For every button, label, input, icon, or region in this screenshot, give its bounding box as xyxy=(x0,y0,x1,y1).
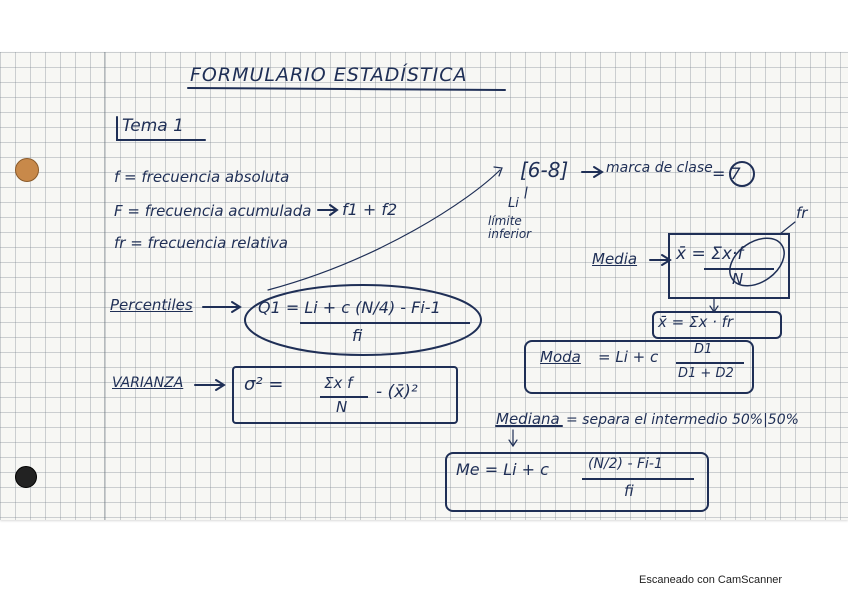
moda-label: Moda xyxy=(540,348,581,366)
media-alt-formula: x̄ = Σx · fr xyxy=(658,313,734,331)
mediana-formula: Me = Li + c xyxy=(456,460,549,479)
media-label: Media xyxy=(592,250,638,268)
varianza-tail: - (x̄)² xyxy=(376,382,418,402)
varianza-label: VARIANZA xyxy=(112,375,184,391)
page-title: FORMULARIO ESTADÍSTICA xyxy=(190,64,468,86)
mediana-desc: = separa el intermedio 50%|50% xyxy=(566,412,799,428)
varianza-formula-left: σ² = xyxy=(244,374,284,395)
limite-note: límite inferior xyxy=(488,214,532,241)
media-formula: x̄ = Σx·f xyxy=(676,244,744,264)
mediana-label: Mediana xyxy=(496,410,560,428)
interval-marca-label: marca de clase xyxy=(606,160,713,176)
mediana-fraction-bar xyxy=(582,478,694,480)
interval-value: [6-8] xyxy=(520,158,569,182)
media-denominator: N xyxy=(732,270,744,288)
sum-formula: f1 + f2 xyxy=(342,200,398,219)
varianza-denominator: N xyxy=(336,398,348,416)
percentiles-formula-bottom: fi xyxy=(352,326,363,345)
moda-fraction-bar xyxy=(676,362,744,364)
moda-numerator: D1 xyxy=(694,342,713,357)
moda-formula: = Li + c xyxy=(598,348,659,366)
media-box xyxy=(668,233,790,299)
percentiles-formula-top: Q1 = Li + c (N/4) - Fi-1 xyxy=(258,298,441,317)
scanner-footer: Escaneado con CamScanner xyxy=(639,574,783,586)
tema-heading: Tema 1 xyxy=(122,116,184,136)
media-fr-note: fr xyxy=(796,204,808,222)
mediana-numerator: (N/2) - Fi-1 xyxy=(588,456,663,472)
percentiles-label: Percentiles xyxy=(110,296,193,314)
varianza-numerator: Σx f xyxy=(324,374,353,392)
definition-acumulada: F = frecuencia acumulada xyxy=(114,202,312,220)
definition-relativa: fr = frecuencia relativa xyxy=(114,234,288,252)
interval-result: = 7 xyxy=(712,164,741,183)
percentiles-fraction-bar xyxy=(300,322,470,324)
li-note: Li xyxy=(508,196,519,211)
moda-denominator: D1 + D2 xyxy=(678,366,734,381)
mediana-denominator: fi xyxy=(624,482,634,500)
definition-absoluta: f = frecuencia absoluta xyxy=(114,168,290,186)
